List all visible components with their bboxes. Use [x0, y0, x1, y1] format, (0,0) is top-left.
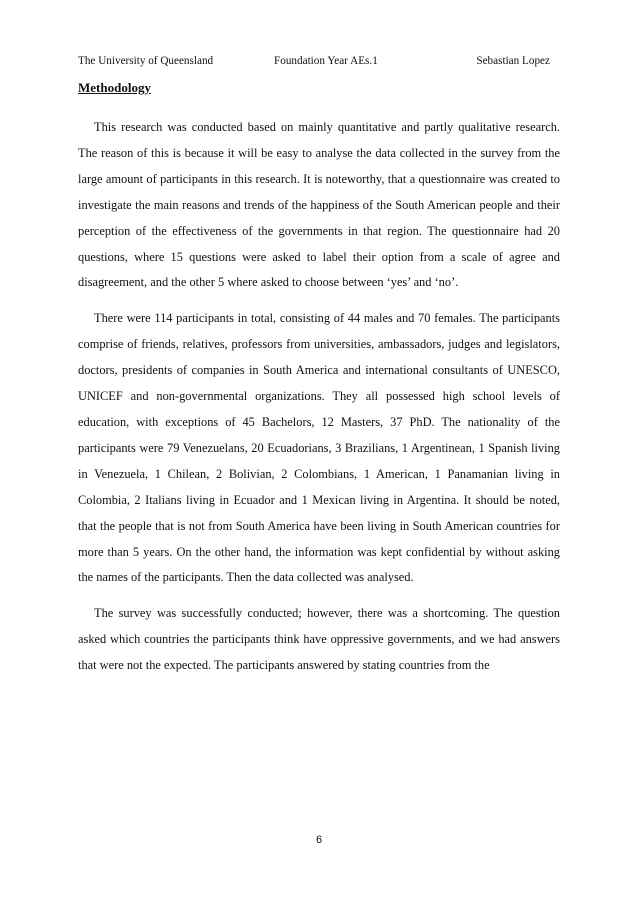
header-institution: The University of Queensland — [78, 55, 214, 67]
page-header — [78, 54, 560, 68]
paragraph-participants: There were 114 participants in total, consisting of 44 males and 70 females. The participants comprise of friends, relatives, professors from universities, ambassadors, judges and legislators, doctors, presidents of companies in South America and international consultants of UNESCO, UNICEF and non-governmental organizations. They all possessed high school levels of education, with exceptions of 45 Bachelors, 12 Masters, 37 PhD. The nationality of the participants were 79 Venezuelans, 20 Ecuadorians, 3 Brazilians, 1 Argentinean, 1 Spanish living in Venezuela, 1 Chilean, 2 Bolivian, 2 Colombians, 1 American, 1 Panamanian living in Colombia, 2 Italians living in Ecuador and 1 Mexican living in Argentina. It should be noted, that the people that is not from South America have been living in South American countries for more than 5 years. On the other hand, the information was kept confidential by without asking the names of the participants. Then the data collected was analysed. — [78, 311, 560, 585]
paragraph-research-approach: This research was conducted based on mainly quantitative and partly qualitative research. The reason of this is because it will be easy to analyse the data collected in the survey from the large amount of participants in this research. It is noteworthy, that a questionnaire was created to investigate the main reasons and trends of the happiness of the South American people and their perception of the effectiveness of the governments in that region. The questionnaire had 20 questions, where 15 questions were asked to label their option from a scale of agree and disagreement, and the other 5 where asked to choose between ‘yes’ and ‘no’. — [78, 120, 560, 290]
header-course: Foundation Year AEs.1 — [274, 55, 378, 67]
paragraph-shortcoming: The survey was successfully conducted; however, there was a shortcoming. The question asked which countries the participants think have oppressive governments, and we had answers that were not the expected. The participants answered by stating countries from the — [78, 606, 560, 673]
body-text — [78, 115, 560, 689]
page-number: 6 — [315, 834, 323, 846]
section-heading: Methodology — [78, 80, 151, 95]
header-author: Sebastian Lopez — [476, 55, 550, 67]
